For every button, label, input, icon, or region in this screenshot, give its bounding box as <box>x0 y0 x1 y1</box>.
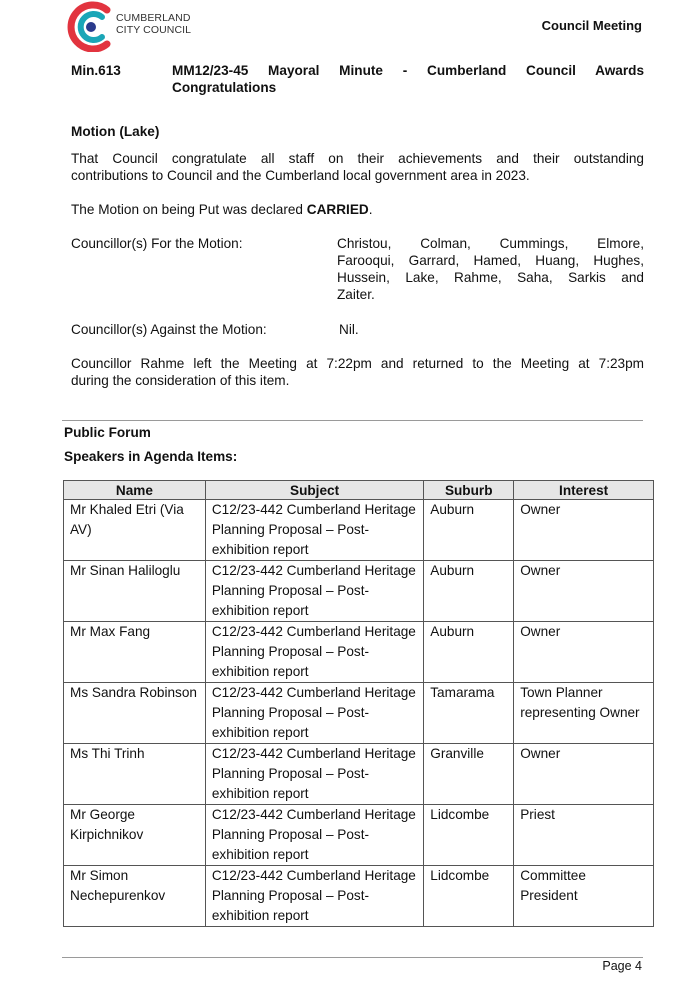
speaker-interest: Owner <box>514 561 654 622</box>
table-row <box>64 500 654 561</box>
minute-title-line-1: MM12/23-45 Mayoral Minute - Cumberland Council Awards <box>172 63 644 78</box>
for-motion-names <box>337 235 644 303</box>
motion-text <box>71 150 644 184</box>
motion-result-word: CARRIED <box>306 202 369 217</box>
speaker-subject: C12/23-442 Cumberland Heritage Planning Proposal – Post-exhibition report <box>205 744 423 805</box>
speaker-name: Ms Sandra Robinson <box>64 683 206 744</box>
speaker-suburb: Auburn <box>424 500 514 561</box>
document-header-title: Council Meeting <box>541 18 642 33</box>
attendance-note-line-1: Councillor Rahme left the Meeting at 7:22pm and returned to the Meeting at 7:23pm <box>71 356 644 371</box>
speaker-interest: Town Planner representing Owner <box>514 683 654 744</box>
speaker-suburb: Tamarama <box>424 683 514 744</box>
speaker-name: Mr George Kirpichnikov <box>64 805 206 866</box>
for-names-line-2: Farooqui, Garrard, Hamed, Huang, Hughes, <box>337 253 644 268</box>
section-divider <box>62 420 643 421</box>
for-names-line-4: Zaiter. <box>337 287 375 302</box>
speaker-interest: Owner <box>514 622 654 683</box>
speaker-interest: Priest <box>514 805 654 866</box>
speaker-subject: C12/23-442 Cumberland Heritage Planning Proposal – Post-exhibition report <box>205 805 423 866</box>
speaker-name: Mr Sinan Haliloglu <box>64 561 206 622</box>
speaker-suburb: Granville <box>424 744 514 805</box>
table-row <box>64 805 654 866</box>
speaker-suburb: Auburn <box>424 622 514 683</box>
against-motion-value: Nil. <box>339 322 359 337</box>
speakers-table <box>63 480 654 927</box>
footer-divider <box>62 957 643 958</box>
table-row <box>64 683 654 744</box>
council-logo <box>65 0 225 52</box>
minute-number: Min.613 <box>71 63 121 78</box>
speaker-suburb: Auburn <box>424 561 514 622</box>
speaker-subject: C12/23-442 Cumberland Heritage Planning Proposal – Post-exhibition report <box>205 866 423 927</box>
minute-title-line-2: Congratulations <box>172 80 277 95</box>
column-header-name: Name <box>64 481 206 500</box>
attendance-note-line-2: during the consideration of this item. <box>71 373 290 388</box>
speaker-subject: C12/23-442 Cumberland Heritage Planning Proposal – Post-exhibition report <box>205 622 423 683</box>
speaker-interest: Committee President <box>514 866 654 927</box>
motion-result-suffix: . <box>368 202 373 217</box>
minute-title <box>172 62 644 96</box>
attendance-note <box>71 355 644 389</box>
speaker-suburb: Lidcombe <box>424 805 514 866</box>
speaker-name: Mr Simon Nechepurenkov <box>64 866 206 927</box>
speaker-suburb: Lidcombe <box>424 866 514 927</box>
motion-text-line-1: That Council congratulate all staff on their achievements and their outstanding <box>71 151 644 166</box>
column-header-interest: Interest <box>514 481 654 500</box>
motion-text-line-2: contributions to Council and the Cumberland local government area in 2023. <box>71 168 530 183</box>
for-names-line-1: Christou, Colman, Cummings, Elmore, <box>337 236 644 251</box>
speaker-name: Ms Thi Trinh <box>64 744 206 805</box>
motion-result-prefix: The Motion on being Put was declared <box>71 202 307 217</box>
speaker-name: Mr Khaled Etri (Via AV) <box>64 500 206 561</box>
for-names-line-3: Hussein, Lake, Rahme, Saha, Sarkis and <box>337 270 644 285</box>
table-row <box>64 744 654 805</box>
logo-wordmark <box>116 12 191 36</box>
table-row <box>64 622 654 683</box>
table-row <box>64 866 654 927</box>
cumberland-logo-icon <box>65 0 115 52</box>
public-forum-heading: Public Forum <box>64 425 151 440</box>
speaker-subject: C12/23-442 Cumberland Heritage Planning Proposal – Post-exhibition report <box>205 561 423 622</box>
motion-heading: Motion (Lake) <box>71 124 160 139</box>
logo-line-1: CUMBERLAND <box>116 12 191 24</box>
column-header-suburb: Suburb <box>424 481 514 500</box>
page-number: Page 4 <box>602 959 642 973</box>
table-header-row <box>64 481 654 500</box>
speaker-interest: Owner <box>514 744 654 805</box>
speaker-subject: C12/23-442 Cumberland Heritage Planning Proposal – Post-exhibition report <box>205 683 423 744</box>
against-motion-label: Councillor(s) Against the Motion: <box>71 322 267 337</box>
table-row <box>64 561 654 622</box>
motion-result <box>71 201 373 218</box>
speaker-name: Mr Max Fang <box>64 622 206 683</box>
speaker-subject: C12/23-442 Cumberland Heritage Planning Proposal – Post-exhibition report <box>205 500 423 561</box>
speaker-interest: Owner <box>514 500 654 561</box>
speakers-subheading: Speakers in Agenda Items: <box>64 449 238 464</box>
for-motion-label: Councillor(s) For the Motion: <box>71 236 243 251</box>
column-header-subject: Subject <box>205 481 423 500</box>
logo-line-2: CITY COUNCIL <box>116 24 192 36</box>
